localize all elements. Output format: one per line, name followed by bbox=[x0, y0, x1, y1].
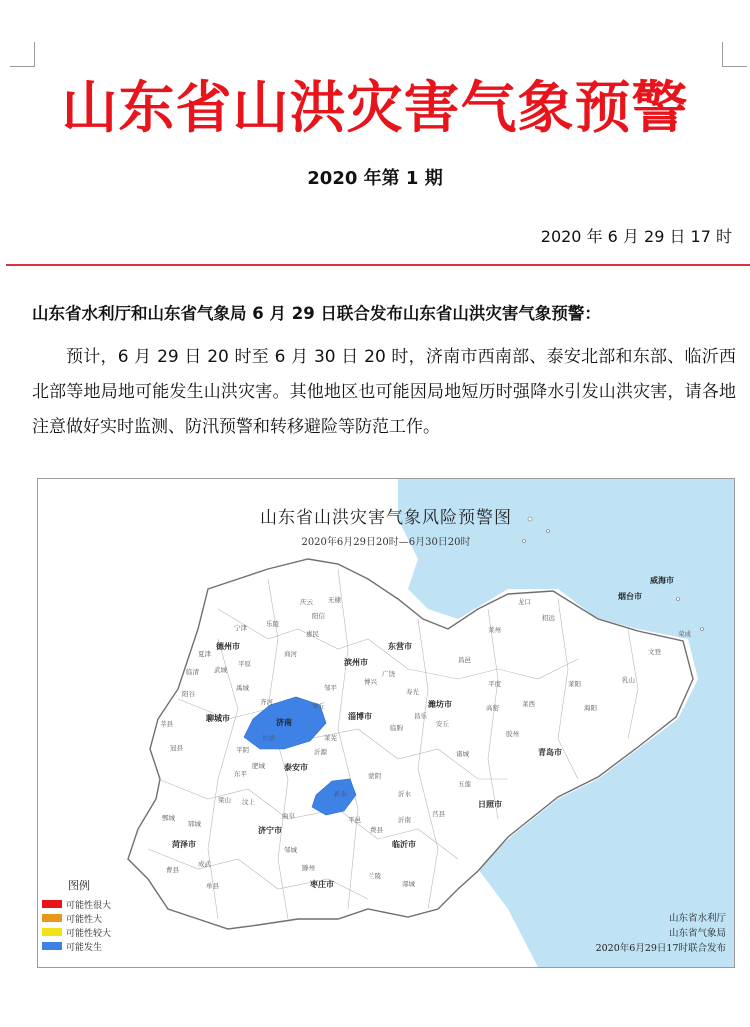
county-label: 庆云 bbox=[300, 598, 313, 606]
legend-item-likely bbox=[42, 911, 162, 925]
county-label: 东平 bbox=[234, 770, 247, 778]
county-label: 平原 bbox=[238, 660, 251, 668]
county-label: 平邑 bbox=[348, 816, 361, 824]
page-corner-mark-right bbox=[722, 42, 747, 67]
legend-item-possible bbox=[42, 939, 162, 953]
publisher-date: 2020年6月29日17时联合发布 bbox=[595, 943, 726, 954]
county-label: 五莲 bbox=[458, 780, 471, 788]
county-label: 长清 bbox=[262, 734, 275, 742]
county-label: 乐陵 bbox=[266, 620, 279, 628]
county-label: 莱阳 bbox=[568, 680, 581, 688]
county-label: 阳谷 bbox=[182, 690, 195, 698]
city-label: 泰安市 bbox=[284, 763, 308, 772]
legend-swatch-yellow bbox=[42, 928, 62, 936]
county-label: 宁津 bbox=[234, 624, 247, 632]
county-label: 成武 bbox=[198, 860, 211, 868]
county-label: 莱州 bbox=[488, 626, 501, 634]
county-label: 商河 bbox=[284, 650, 297, 658]
county-label: 肥城 bbox=[252, 762, 265, 770]
city-label: 日照市 bbox=[478, 800, 502, 809]
county-label: 昌乐 bbox=[414, 712, 427, 720]
city-label: 菏泽市 bbox=[172, 840, 196, 849]
city-label: 济宁市 bbox=[258, 826, 282, 835]
map-title: 山东省山洪灾害气象风险预警图 bbox=[260, 508, 512, 528]
county-label: 武城 bbox=[214, 666, 227, 674]
county-label: 邹平 bbox=[324, 684, 337, 692]
county-label: 费县 bbox=[370, 826, 383, 834]
map-subtitle: 2020年6月29日20时—6月30日20时 bbox=[301, 537, 471, 548]
county-label: 平度 bbox=[488, 680, 501, 688]
publisher-line: 山东省气象局 bbox=[668, 928, 726, 939]
county-label: 郯城 bbox=[402, 880, 415, 888]
publisher-line: 山东省水利厅 bbox=[668, 913, 726, 924]
issue-date: 2020 年 6 月 29 日 17 时 bbox=[540, 227, 732, 246]
county-label: 邹城 bbox=[284, 846, 297, 854]
county-label: 海阳 bbox=[584, 704, 597, 712]
county-label: 郓城 bbox=[188, 820, 201, 828]
legend-swatch-orange bbox=[42, 914, 62, 922]
city-label: 枣庄市 bbox=[310, 880, 334, 889]
legend-swatch-red bbox=[42, 900, 62, 908]
county-label: 龙口 bbox=[518, 598, 531, 606]
county-label: 章丘 bbox=[312, 702, 325, 710]
county-label: 安丘 bbox=[436, 720, 449, 728]
county-label: 新泰 bbox=[334, 790, 347, 798]
county-label: 鄄城 bbox=[162, 814, 175, 822]
county-label: 曹县 bbox=[166, 866, 179, 874]
legend-item-fairly-likely bbox=[42, 925, 162, 939]
city-label: 德州市 bbox=[216, 642, 240, 651]
county-label: 寿光 bbox=[406, 688, 419, 696]
county-label: 莱西 bbox=[522, 700, 535, 708]
lead-sentence: 山东省水利厅和山东省气象局 6 月 29 日联合发布山东省山洪灾害气象预警： bbox=[32, 304, 601, 323]
map-legend bbox=[42, 877, 162, 953]
county-label: 夏津 bbox=[198, 650, 211, 658]
header-divider bbox=[6, 264, 750, 266]
city-label: 东营市 bbox=[388, 642, 412, 651]
county-label: 诸城 bbox=[456, 750, 469, 758]
page-corner-mark-left bbox=[10, 42, 35, 67]
legend-item-very-likely bbox=[42, 897, 162, 911]
warning-map bbox=[37, 478, 735, 968]
county-label: 博兴 bbox=[364, 678, 377, 686]
county-label: 冠县 bbox=[170, 744, 183, 752]
city-label: 烟台市 bbox=[618, 592, 642, 601]
county-label: 沂南 bbox=[398, 816, 411, 824]
county-label: 梁山 bbox=[218, 796, 231, 804]
county-label: 曲阜 bbox=[282, 812, 295, 820]
county-label: 临清 bbox=[186, 668, 199, 676]
county-label: 单县 bbox=[206, 882, 219, 890]
city-label: 威海市 bbox=[650, 576, 674, 585]
city-label: 济南 bbox=[276, 718, 292, 727]
city-label: 临沂市 bbox=[392, 840, 416, 849]
county-label: 莒县 bbox=[432, 810, 445, 818]
county-label: 齐河 bbox=[260, 698, 273, 706]
city-label: 青岛市 bbox=[538, 748, 562, 757]
city-label: 聊城市 bbox=[206, 714, 230, 723]
county-label: 莱芜 bbox=[324, 734, 337, 742]
legend-label: 可能发生 bbox=[66, 942, 103, 953]
county-label: 乳山 bbox=[622, 676, 635, 684]
county-label: 平阴 bbox=[236, 746, 249, 754]
issue-number: 2020 年第 1 期 bbox=[307, 168, 443, 189]
county-label: 阳信 bbox=[312, 612, 325, 620]
county-label: 文登 bbox=[648, 648, 661, 656]
legend-title: 图例 bbox=[68, 879, 90, 892]
county-label: 兰陵 bbox=[368, 872, 381, 880]
county-label: 荣成 bbox=[678, 630, 691, 638]
county-label: 广饶 bbox=[382, 670, 395, 678]
county-label: 禹城 bbox=[236, 684, 249, 692]
county-label: 沂水 bbox=[398, 790, 411, 798]
county-label: 无棣 bbox=[328, 596, 341, 604]
county-label: 滕州 bbox=[302, 864, 315, 872]
county-label: 胶州 bbox=[506, 730, 519, 738]
county-label: 昌邑 bbox=[458, 656, 471, 664]
city-label: 滨州市 bbox=[344, 658, 368, 667]
county-label: 惠民 bbox=[306, 630, 319, 638]
county-label: 汶上 bbox=[242, 798, 255, 806]
county-label: 蒙阴 bbox=[368, 772, 381, 780]
legend-label: 可能性很大 bbox=[66, 900, 112, 911]
map-publisher bbox=[526, 911, 726, 956]
forecast-paragraph: 预计，6 月 29 日 20 时至 6 月 30 日 20 时，济南市西南部、泰安北部和东部、临沂西北部等地局地可能发生山洪灾害。其他地区也可能因局地短历时强降水引发山洪灾害，请各地注意做好实时监测、防汛预警和转移避险等防范工作。 bbox=[32, 347, 736, 437]
county-label: 高密 bbox=[486, 704, 499, 712]
legend-label: 可能性较大 bbox=[66, 928, 112, 939]
county-label: 临朐 bbox=[390, 724, 403, 732]
legend-label: 可能性大 bbox=[66, 914, 103, 925]
city-label: 潍坊市 bbox=[428, 700, 452, 709]
county-label: 莘县 bbox=[160, 720, 173, 728]
city-label: 淄博市 bbox=[348, 712, 372, 721]
legend-swatch-blue bbox=[42, 942, 62, 950]
county-label: 沂源 bbox=[314, 748, 327, 756]
county-label: 招远 bbox=[542, 614, 555, 622]
document-title: 山东省山洪灾害气象预警 bbox=[61, 76, 689, 141]
